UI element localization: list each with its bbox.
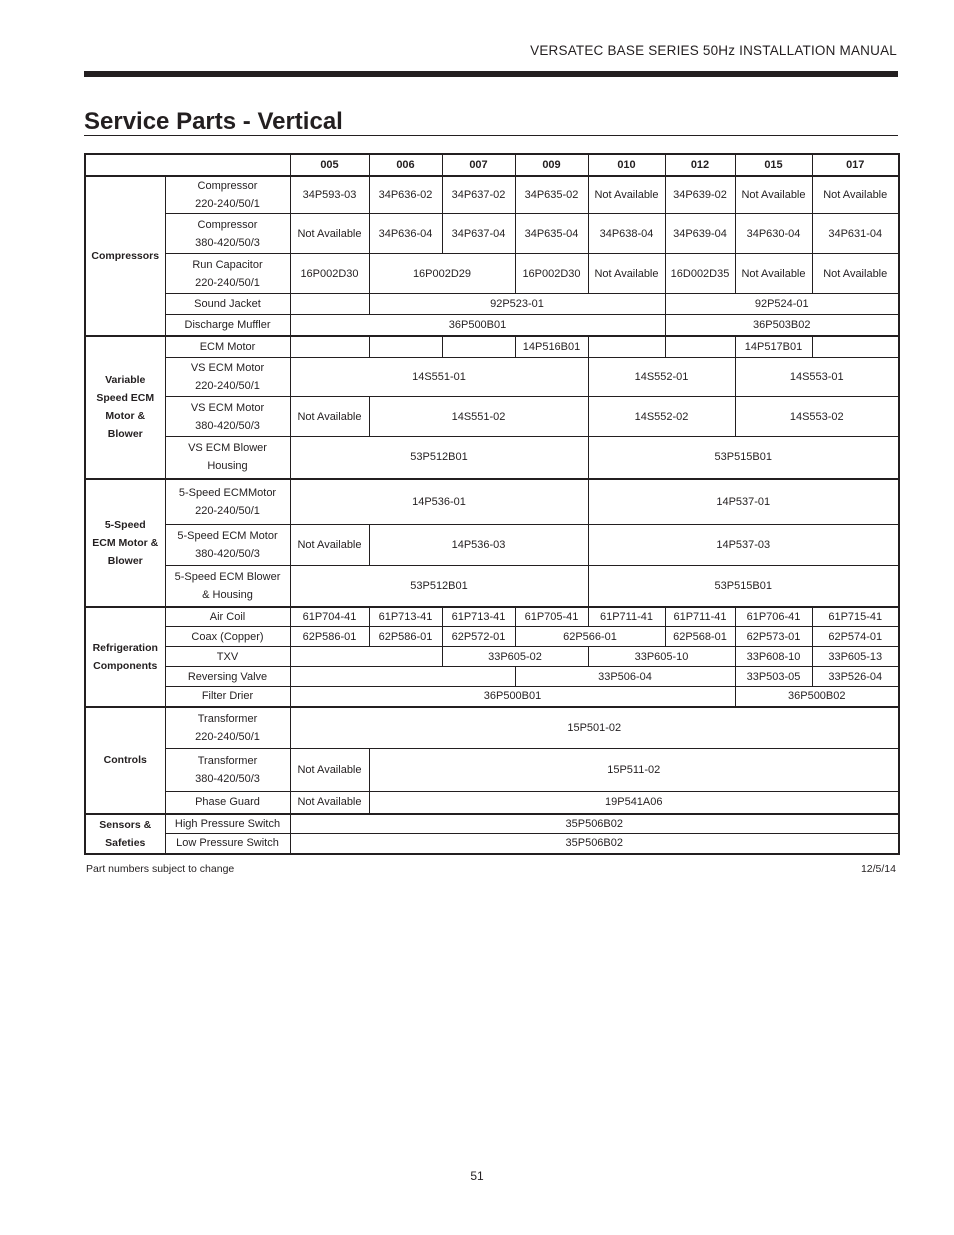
part-cell: 92P524-01 (665, 294, 899, 315)
part-cell: 62P586-01 (290, 627, 369, 647)
table-row (85, 749, 899, 792)
item-label: Air Coil (165, 607, 290, 627)
table-row (85, 358, 899, 397)
part-cell: 16P002D30 (515, 254, 588, 294)
item-label: 5-Speed ECM Motor 380-420/50/3 (165, 525, 290, 566)
table-row (85, 315, 899, 336)
part-cell (812, 336, 899, 358)
table-row (85, 667, 899, 687)
item-label: VS ECM Motor 220-240/50/1 (165, 358, 290, 397)
table-row (85, 479, 899, 525)
title-rule (84, 135, 898, 136)
table-row (85, 525, 899, 566)
column-header: 007 (442, 154, 515, 176)
item-label: Transformer 220-240/50/1 (165, 707, 290, 749)
item-label: Transformer 380-420/50/3 (165, 749, 290, 792)
part-cell: Not Available (735, 254, 812, 294)
service-parts-table (84, 153, 900, 855)
column-header: 005 (290, 154, 369, 176)
item-label: Run Capacitor 220-240/50/1 (165, 254, 290, 294)
part-cell: 14P537-03 (588, 525, 899, 566)
part-cell (442, 336, 515, 358)
part-cell: Not Available (290, 792, 369, 814)
part-cell: 14S552-02 (588, 397, 735, 437)
part-cell: 36P503B02 (665, 315, 899, 336)
column-header: 017 (812, 154, 899, 176)
part-cell: 14S553-02 (735, 397, 899, 437)
part-cell: 53P515B01 (588, 437, 899, 479)
part-cell: Not Available (290, 749, 369, 792)
page-title: Service Parts - Vertical (84, 108, 343, 135)
part-cell: 34P631-04 (812, 214, 899, 254)
table-row (85, 176, 899, 214)
part-cell: 33P605-10 (588, 647, 735, 667)
part-cell: 34P636-02 (369, 176, 442, 214)
five-speed-section (85, 479, 899, 607)
part-cell: Not Available (290, 525, 369, 566)
item-label: Sound Jacket (165, 294, 290, 315)
part-cell: 34P636-04 (369, 214, 442, 254)
sensors-section (85, 814, 899, 854)
part-cell: 53P512B01 (290, 437, 588, 479)
part-cell: 15P501-02 (290, 707, 899, 749)
column-header: 009 (515, 154, 588, 176)
revision-date: 12/5/14 (860, 863, 896, 875)
part-cell: Not Available (290, 397, 369, 437)
table-row (85, 792, 899, 814)
corner-cell (85, 154, 290, 176)
part-cell: Not Available (588, 254, 665, 294)
item-label: Coax (Copper) (165, 627, 290, 647)
part-cell: Not Available (735, 176, 812, 214)
part-cell: 61P711-41 (665, 607, 735, 627)
part-cell: 19P541A06 (369, 792, 899, 814)
part-cell: 14P517B01 (735, 336, 812, 358)
part-cell: 14P537-01 (588, 479, 899, 525)
part-cell: 34P637-02 (442, 176, 515, 214)
group-label: Compressors (85, 176, 165, 336)
part-cell: Not Available (812, 176, 899, 214)
item-label: Discharge Muffler (165, 315, 290, 336)
part-cell: 62P586-01 (369, 627, 442, 647)
part-cell: 34P635-04 (515, 214, 588, 254)
compressors-section (85, 176, 899, 336)
part-cell: 15P511-02 (369, 749, 899, 792)
refrigeration-section (85, 607, 899, 707)
part-cell: 34P637-04 (442, 214, 515, 254)
part-cell: 33P503-05 (735, 667, 812, 687)
table-row (85, 607, 899, 627)
column-header: 010 (588, 154, 665, 176)
part-cell (588, 336, 665, 358)
part-cell: 62P568-01 (665, 627, 735, 647)
table-row (85, 566, 899, 607)
part-cell: 16D002D35 (665, 254, 735, 294)
column-header: 012 (665, 154, 735, 176)
group-label: Refrigeration Components (85, 607, 165, 707)
part-cell: 33P605-13 (812, 647, 899, 667)
group-label: Sensors & Safeties (85, 814, 165, 854)
part-cell: 14P536-03 (369, 525, 588, 566)
item-label: Compressor 380-420/50/3 (165, 214, 290, 254)
header-rule (84, 71, 898, 77)
part-cell: 62P574-01 (812, 627, 899, 647)
part-cell: 34P638-04 (588, 214, 665, 254)
table-row (85, 294, 899, 315)
part-cell: 33P506-04 (515, 667, 735, 687)
part-cell (290, 294, 369, 315)
item-label: Compressor 220-240/50/1 (165, 176, 290, 214)
part-cell: 61P715-41 (812, 607, 899, 627)
table-row (85, 707, 899, 749)
part-cell: Not Available (290, 214, 369, 254)
group-label: 5-Speed ECM Motor & Blower (85, 479, 165, 607)
part-cell: 35P506B02 (290, 834, 899, 854)
part-cell: 61P713-41 (442, 607, 515, 627)
item-label: Reversing Valve (165, 667, 290, 687)
part-cell: 14P516B01 (515, 336, 588, 358)
table-row (85, 254, 899, 294)
table-row (85, 647, 899, 667)
part-cell: 14S551-02 (369, 397, 588, 437)
part-cell (290, 336, 369, 358)
part-cell: 33P608-10 (735, 647, 812, 667)
table-row (85, 627, 899, 647)
table-row (85, 336, 899, 358)
part-cell: 62P566-01 (515, 627, 665, 647)
part-cell (290, 647, 442, 667)
part-cell: 61P706-41 (735, 607, 812, 627)
table-row (85, 214, 899, 254)
part-cell: 36P500B01 (290, 315, 665, 336)
part-cell: 14S552-01 (588, 358, 735, 397)
item-label: Phase Guard (165, 792, 290, 814)
part-cell: 33P526-04 (812, 667, 899, 687)
part-cell: 14S551-01 (290, 358, 588, 397)
part-cell: 61P711-41 (588, 607, 665, 627)
part-cell: 36P500B01 (290, 687, 735, 707)
part-cell: 34P630-04 (735, 214, 812, 254)
part-cell: 35P506B02 (290, 814, 899, 834)
item-label: Low Pressure Switch (165, 834, 290, 854)
part-cell: 34P593-03 (290, 176, 369, 214)
part-cell: 34P639-04 (665, 214, 735, 254)
item-label: 5-Speed ECM Blower & Housing (165, 566, 290, 607)
table-row (85, 687, 899, 707)
item-label: TXV (165, 647, 290, 667)
part-cell: 61P713-41 (369, 607, 442, 627)
part-cell: 16P002D29 (369, 254, 515, 294)
header-row (85, 154, 899, 176)
part-cell: 33P605-02 (442, 647, 588, 667)
vs-ecm-section (85, 336, 899, 479)
column-header: 015 (735, 154, 812, 176)
part-cell: 53P512B01 (290, 566, 588, 607)
part-cell: 16P002D30 (290, 254, 369, 294)
part-cell: 34P635-02 (515, 176, 588, 214)
part-cell: 92P523-01 (369, 294, 665, 315)
manual-title: VERSATEC BASE SERIES 50Hz INSTALLATION MANUAL (530, 43, 897, 58)
item-label: Filter Drier (165, 687, 290, 707)
part-cell (290, 667, 515, 687)
item-label: VS ECM Motor 380-420/50/3 (165, 397, 290, 437)
part-cell: 34P639-02 (665, 176, 735, 214)
part-cell: 36P500B02 (735, 687, 899, 707)
controls-section (85, 707, 899, 814)
part-cell: 62P573-01 (735, 627, 812, 647)
column-header: 006 (369, 154, 442, 176)
footnote: Part numbers subject to change (86, 863, 235, 875)
part-cell: 14P536-01 (290, 479, 588, 525)
part-cell (369, 336, 442, 358)
part-cell: 61P704-41 (290, 607, 369, 627)
table-row (85, 814, 899, 834)
part-cell: 62P572-01 (442, 627, 515, 647)
group-label: Controls (85, 707, 165, 814)
part-cell: Not Available (812, 254, 899, 294)
item-label: ECM Motor (165, 336, 290, 358)
item-label: VS ECM Blower Housing (165, 437, 290, 479)
group-label: Variable Speed ECM Motor & Blower (85, 336, 165, 479)
page-number: 51 (470, 1169, 484, 1183)
item-label: 5-Speed ECMMotor 220-240/50/1 (165, 479, 290, 525)
part-cell: 14S553-01 (735, 358, 899, 397)
part-cell: 53P515B01 (588, 566, 899, 607)
part-cell (665, 336, 735, 358)
item-label: High Pressure Switch (165, 814, 290, 834)
part-cell: Not Available (588, 176, 665, 214)
table-row (85, 437, 899, 479)
table-row (85, 834, 899, 854)
part-cell: 61P705-41 (515, 607, 588, 627)
table-row (85, 397, 899, 437)
